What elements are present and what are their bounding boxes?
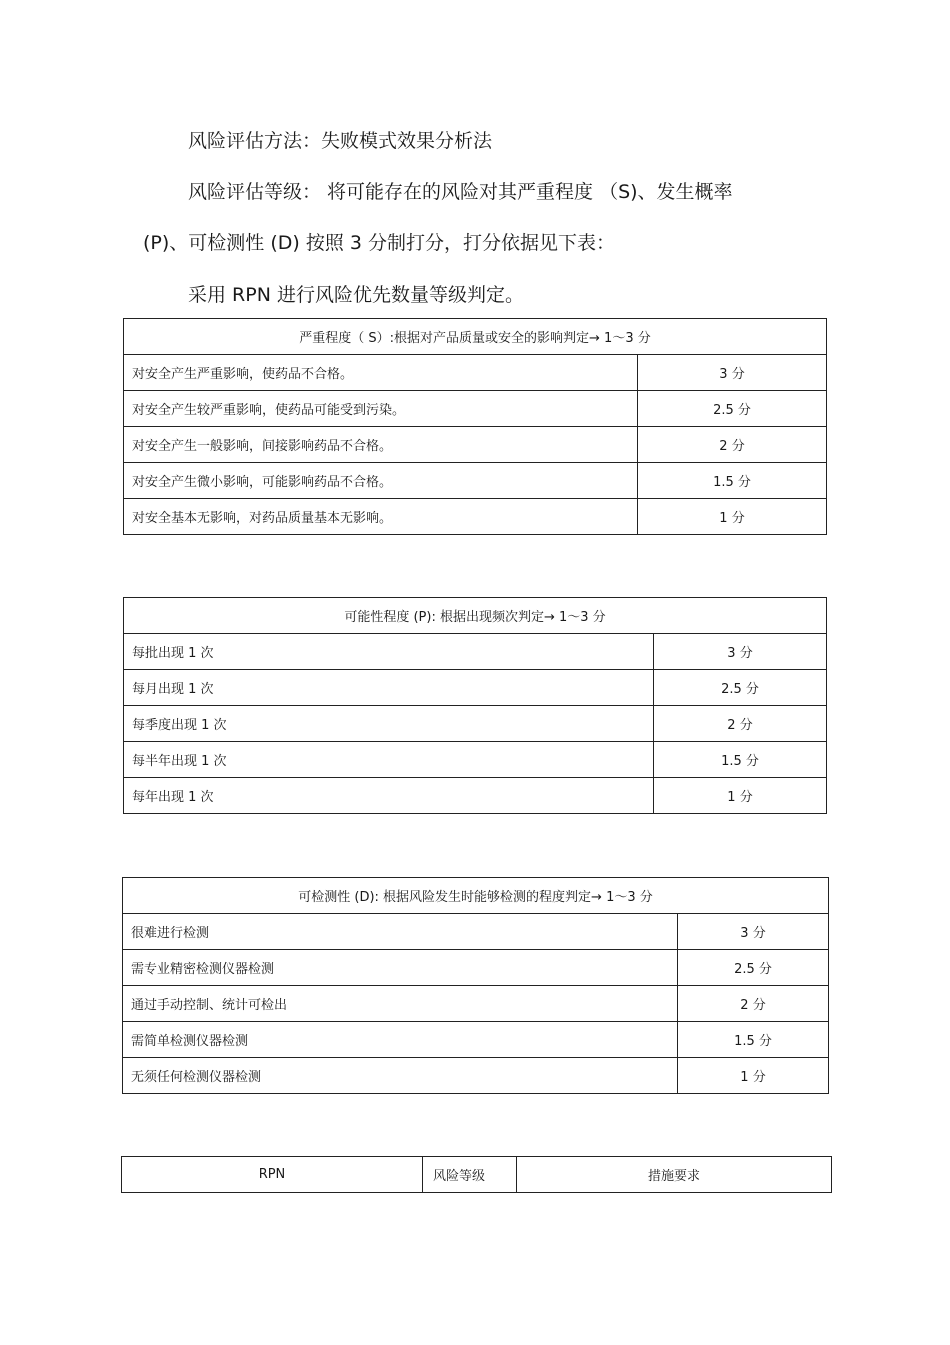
row-description: 每批出现 1 次 — [124, 634, 654, 670]
method-line: 风险评估方法：失败模式效果分析法 — [188, 130, 493, 152]
row-description: 每月出现 1 次 — [124, 670, 654, 706]
table-row — [123, 986, 829, 1022]
row-description: 无须任何检测仪器检测 — [123, 1058, 678, 1094]
detectability-table — [122, 877, 829, 1094]
severity-table — [123, 318, 827, 535]
table-row — [124, 706, 827, 742]
row-description: 每半年出现 1 次 — [124, 742, 654, 778]
detectability-header: 可检测性 (D): 根据风险发生时能够检测的程度判定→ 1～3 分 — [123, 878, 829, 914]
table-row — [124, 670, 827, 706]
table-row — [124, 391, 827, 427]
table-header-row — [123, 878, 829, 914]
row-score: 2.5 分 — [678, 950, 829, 986]
table-row — [124, 499, 827, 535]
table-header-row — [124, 319, 827, 355]
table-row — [124, 778, 827, 814]
table-header-row — [122, 1157, 832, 1193]
row-description: 通过手动控制、统计可检出 — [123, 986, 678, 1022]
table-row — [124, 427, 827, 463]
table-row — [123, 1058, 829, 1094]
row-score: 2.5 分 — [638, 391, 827, 427]
row-description: 需专业精密检测仪器检测 — [123, 950, 678, 986]
table-row — [123, 1022, 829, 1058]
table-row — [124, 355, 827, 391]
severity-header: 严重程度（ S）:根据对产品质量或安全的影响判定→ 1～3 分 — [124, 319, 827, 355]
row-description: 对安全产生较严重影响，使药品可能受到污染。 — [124, 391, 638, 427]
row-score: 1.5 分 — [654, 742, 827, 778]
grade-line-2: (P)、可检测性 (D) 按照 3 分制打分，打分依据见下表： — [143, 232, 615, 254]
row-score: 2.5 分 — [654, 670, 827, 706]
row-description: 对安全产生严重影响，使药品不合格。 — [124, 355, 638, 391]
risk-level-column-header: 风险等级 — [423, 1157, 517, 1193]
table-row — [124, 463, 827, 499]
row-description: 每年出现 1 次 — [124, 778, 654, 814]
row-score: 2 分 — [678, 986, 829, 1022]
row-score: 1 分 — [678, 1058, 829, 1094]
row-description: 对安全产生一般影响，间接影响药品不合格。 — [124, 427, 638, 463]
table-row — [123, 914, 829, 950]
row-score: 1.5 分 — [678, 1022, 829, 1058]
row-score: 3 分 — [678, 914, 829, 950]
row-score: 3 分 — [638, 355, 827, 391]
row-description: 对安全产生微小影响，可能影响药品不合格。 — [124, 463, 638, 499]
rpn-column-header: RPN — [122, 1157, 423, 1193]
row-score: 1 分 — [638, 499, 827, 535]
row-score: 1.5 分 — [638, 463, 827, 499]
rpn-table — [121, 1156, 832, 1193]
row-score: 3 分 — [654, 634, 827, 670]
row-description: 很难进行检测 — [123, 914, 678, 950]
rpn-line: 采用 RPN 进行风险优先数量等级判定。 — [188, 284, 524, 306]
row-description: 需简单检测仪器检测 — [123, 1022, 678, 1058]
probability-header: 可能性程度 (P): 根据出现频次判定→ 1～3 分 — [124, 598, 827, 634]
row-score: 2 分 — [638, 427, 827, 463]
row-score: 2 分 — [654, 706, 827, 742]
table-row — [123, 950, 829, 986]
table-header-row — [124, 598, 827, 634]
table-row — [124, 742, 827, 778]
table-row — [124, 634, 827, 670]
measures-column-header: 措施要求 — [517, 1157, 832, 1193]
row-description: 对安全基本无影响，对药品质量基本无影响。 — [124, 499, 638, 535]
grade-line-1: 风险评估等级： 将可能存在的风险对其严重程度 （S)、发生概率 — [188, 181, 733, 203]
probability-table — [123, 597, 827, 814]
row-description: 每季度出现 1 次 — [124, 706, 654, 742]
row-score: 1 分 — [654, 778, 827, 814]
